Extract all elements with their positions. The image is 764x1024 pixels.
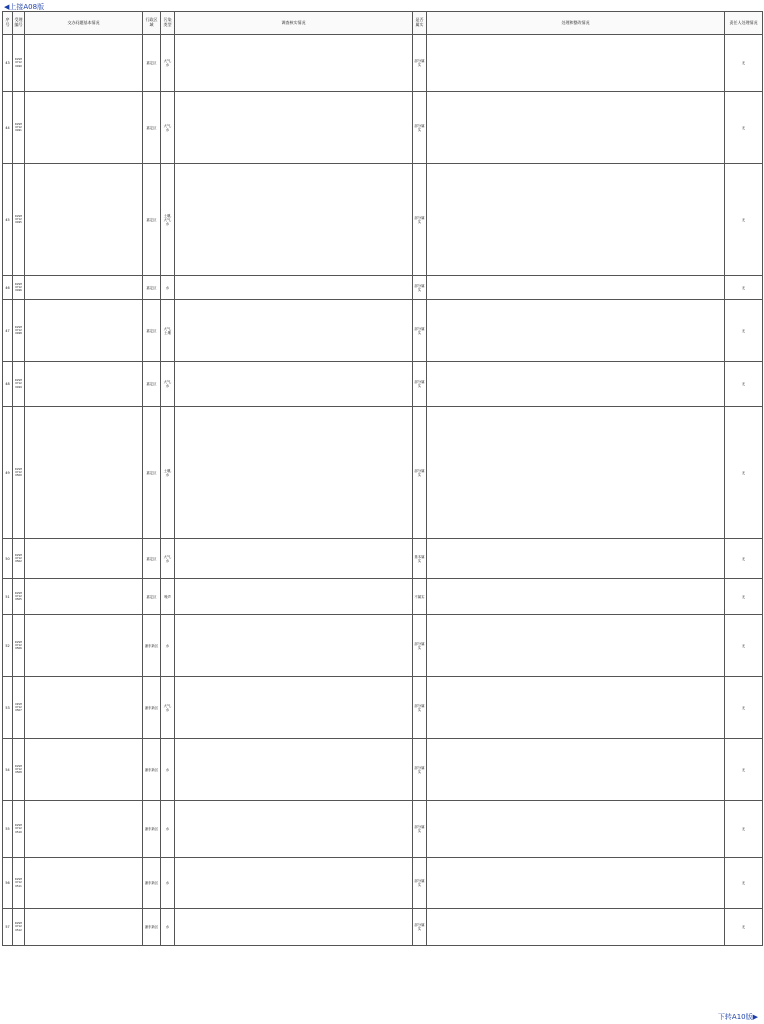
issue-description (25, 858, 143, 909)
table-row (3, 164, 763, 276)
table-row (3, 858, 763, 909)
row-number: 45 (3, 164, 13, 276)
complaint-code: D2SH 0712 0498 (13, 300, 25, 362)
table-row (3, 739, 763, 801)
region-cell: 嘉定区 (143, 92, 161, 164)
accountability-cell: 无 (725, 407, 763, 539)
pollution-type-cell: 水 (161, 615, 175, 677)
region-cell: 嘉定区 (143, 407, 161, 539)
region-cell: 嘉定区 (143, 539, 161, 579)
region-cell: 嘉定区 (143, 579, 161, 615)
region-cell: 浦东新区 (143, 615, 161, 677)
header-code: 受理编号 (13, 12, 25, 35)
issue-description (25, 164, 143, 276)
header-accountability: 责任人处理情况 (725, 12, 763, 35)
accountability-cell: 无 (725, 909, 763, 946)
table-row (3, 539, 763, 579)
issue-description (25, 362, 143, 407)
verdict-cell: 部分属实 (413, 407, 427, 539)
row-number: 57 (3, 909, 13, 946)
investigation-text (175, 276, 413, 300)
accountability-cell: 无 (725, 801, 763, 858)
verdict-cell: 基本属实 (413, 539, 427, 579)
header-investigation: 调查核实情况 (175, 12, 413, 35)
issue-description (25, 909, 143, 946)
issue-description (25, 579, 143, 615)
complaint-code: X2SH 0712 0507 (13, 677, 25, 739)
complaint-code: D2SH 0712 0508 (13, 739, 25, 801)
table-row (3, 300, 763, 362)
accountability-cell: 无 (725, 858, 763, 909)
issue-description (25, 739, 143, 801)
row-number: 47 (3, 300, 13, 362)
handling-text (427, 539, 725, 579)
pollution-type-cell: 大气,水 (161, 539, 175, 579)
table-row (3, 909, 763, 946)
issue-description (25, 539, 143, 579)
handling-text (427, 615, 725, 677)
investigation-text (175, 407, 413, 539)
complaint-code: D2SH 0712 0506 (13, 615, 25, 677)
row-number: 54 (3, 739, 13, 801)
region-cell: 浦东新区 (143, 739, 161, 801)
region-cell: 浦东新区 (143, 677, 161, 739)
handling-text (427, 677, 725, 739)
table-row (3, 677, 763, 739)
accountability-cell: 无 (725, 164, 763, 276)
accountability-cell: 无 (725, 739, 763, 801)
row-number: 46 (3, 276, 13, 300)
investigation-text (175, 615, 413, 677)
investigation-text (175, 362, 413, 407)
verdict-cell: 部分属实 (413, 615, 427, 677)
region-cell: 浦东新区 (143, 858, 161, 909)
table-row (3, 35, 763, 92)
investigation-text (175, 92, 413, 164)
header-no: 序号 (3, 12, 13, 35)
header-issue: 交办问题基本情况 (25, 12, 143, 35)
accountability-cell: 无 (725, 615, 763, 677)
complaint-table (2, 11, 763, 946)
complaint-code: D2SH 0712 0491 (13, 92, 25, 164)
row-number: 48 (3, 362, 13, 407)
verdict-cell: 部分属实 (413, 909, 427, 946)
row-number: 53 (3, 677, 13, 739)
accountability-cell: 无 (725, 677, 763, 739)
verdict-cell: 部分属实 (413, 276, 427, 300)
pollution-type-cell: 水 (161, 801, 175, 858)
complaint-code: D2SH 0712 0495 (13, 164, 25, 276)
row-number: 49 (3, 407, 13, 539)
investigation-text (175, 677, 413, 739)
handling-text (427, 35, 725, 92)
row-number: 56 (3, 858, 13, 909)
complaint-code: D2SH 0712 0502 (13, 539, 25, 579)
complaint-code: D2SH 0712 0505 (13, 579, 25, 615)
pollution-type-cell: 大气,水 (161, 362, 175, 407)
issue-description (25, 407, 143, 539)
investigation-text (175, 579, 413, 615)
row-number: 43 (3, 35, 13, 92)
handling-text (427, 276, 725, 300)
complaint-code: D2SH 0712 0510 (13, 801, 25, 858)
header-handling: 处理和整改情况 (427, 12, 725, 35)
issue-description (25, 677, 143, 739)
complaint-code: D2SH 0712 0499 (13, 362, 25, 407)
accountability-cell: 无 (725, 276, 763, 300)
table-header-row (3, 12, 763, 35)
investigation-text (175, 909, 413, 946)
pollution-type-cell: 大气,土壤 (161, 300, 175, 362)
issue-description (25, 276, 143, 300)
investigation-text (175, 35, 413, 92)
accountability-cell: 无 (725, 579, 763, 615)
investigation-text (175, 739, 413, 801)
region-cell: 嘉定区 (143, 300, 161, 362)
pollution-type-cell: 大气,水 (161, 677, 175, 739)
region-cell: 嘉定区 (143, 362, 161, 407)
row-number: 55 (3, 801, 13, 858)
verdict-cell: 部分属实 (413, 35, 427, 92)
table-row (3, 615, 763, 677)
handling-text (427, 92, 725, 164)
verdict-cell: 部分属实 (413, 739, 427, 801)
complaint-code: D2SH 0712 0511 (13, 858, 25, 909)
issue-description (25, 92, 143, 164)
investigation-text (175, 300, 413, 362)
pollution-type-cell: 水 (161, 739, 175, 801)
row-number: 44 (3, 92, 13, 164)
prev-page-link[interactable]: ◀上接A08版 (4, 3, 45, 11)
table-row (3, 276, 763, 300)
pollution-type-cell: 土壤,大气,水 (161, 164, 175, 276)
handling-text (427, 362, 725, 407)
verdict-cell: 部分属实 (413, 801, 427, 858)
verdict-cell: 部分属实 (413, 677, 427, 739)
handling-text (427, 579, 725, 615)
pollution-type-cell: 水 (161, 858, 175, 909)
region-cell: 浦东新区 (143, 909, 161, 946)
issue-description (25, 801, 143, 858)
table-row (3, 407, 763, 539)
region-cell: 嘉定区 (143, 276, 161, 300)
table-row (3, 579, 763, 615)
handling-text (427, 858, 725, 909)
pollution-type-cell: 大气,水 (161, 35, 175, 92)
investigation-text (175, 801, 413, 858)
region-cell: 嘉定区 (143, 35, 161, 92)
row-number: 52 (3, 615, 13, 677)
verdict-cell: 不属实 (413, 579, 427, 615)
accountability-cell: 无 (725, 300, 763, 362)
issue-description (25, 35, 143, 92)
accountability-cell: 无 (725, 362, 763, 407)
handling-text (427, 739, 725, 801)
pollution-type-cell: 土壤,水 (161, 407, 175, 539)
header-verdict: 是否属实 (413, 12, 427, 35)
handling-text (427, 909, 725, 946)
issue-description (25, 300, 143, 362)
pollution-type-cell: 水 (161, 909, 175, 946)
row-number: 50 (3, 539, 13, 579)
next-page-link[interactable]: 下转A10版▶ (717, 1013, 758, 1021)
pollution-type-cell: 水 (161, 276, 175, 300)
table-row (3, 362, 763, 407)
row-number: 51 (3, 579, 13, 615)
header-type: 污染类型 (161, 12, 175, 35)
accountability-cell: 无 (725, 92, 763, 164)
handling-text (427, 164, 725, 276)
verdict-cell: 部分属实 (413, 300, 427, 362)
handling-text (427, 801, 725, 858)
verdict-cell: 部分属实 (413, 858, 427, 909)
header-region: 行政区域 (143, 12, 161, 35)
investigation-text (175, 858, 413, 909)
handling-text (427, 407, 725, 539)
investigation-text (175, 539, 413, 579)
complaint-code: D2SH 0712 0500 (13, 407, 25, 539)
accountability-cell: 无 (725, 35, 763, 92)
table-row (3, 92, 763, 164)
region-cell: 嘉定区 (143, 164, 161, 276)
complaint-code: D2SH 0712 0512 (13, 909, 25, 946)
pollution-type-cell: 大气,水 (161, 92, 175, 164)
table-row (3, 801, 763, 858)
investigation-text (175, 164, 413, 276)
accountability-cell: 无 (725, 539, 763, 579)
verdict-cell: 部分属实 (413, 164, 427, 276)
verdict-cell: 部分属实 (413, 362, 427, 407)
pollution-type-cell: 噪声 (161, 579, 175, 615)
issue-description (25, 615, 143, 677)
region-cell: 浦东新区 (143, 801, 161, 858)
handling-text (427, 300, 725, 362)
complaint-code: D2SH 0712 0496 (13, 276, 25, 300)
verdict-cell: 部分属实 (413, 92, 427, 164)
complaint-code: D2SH 0712 0490 (13, 35, 25, 92)
